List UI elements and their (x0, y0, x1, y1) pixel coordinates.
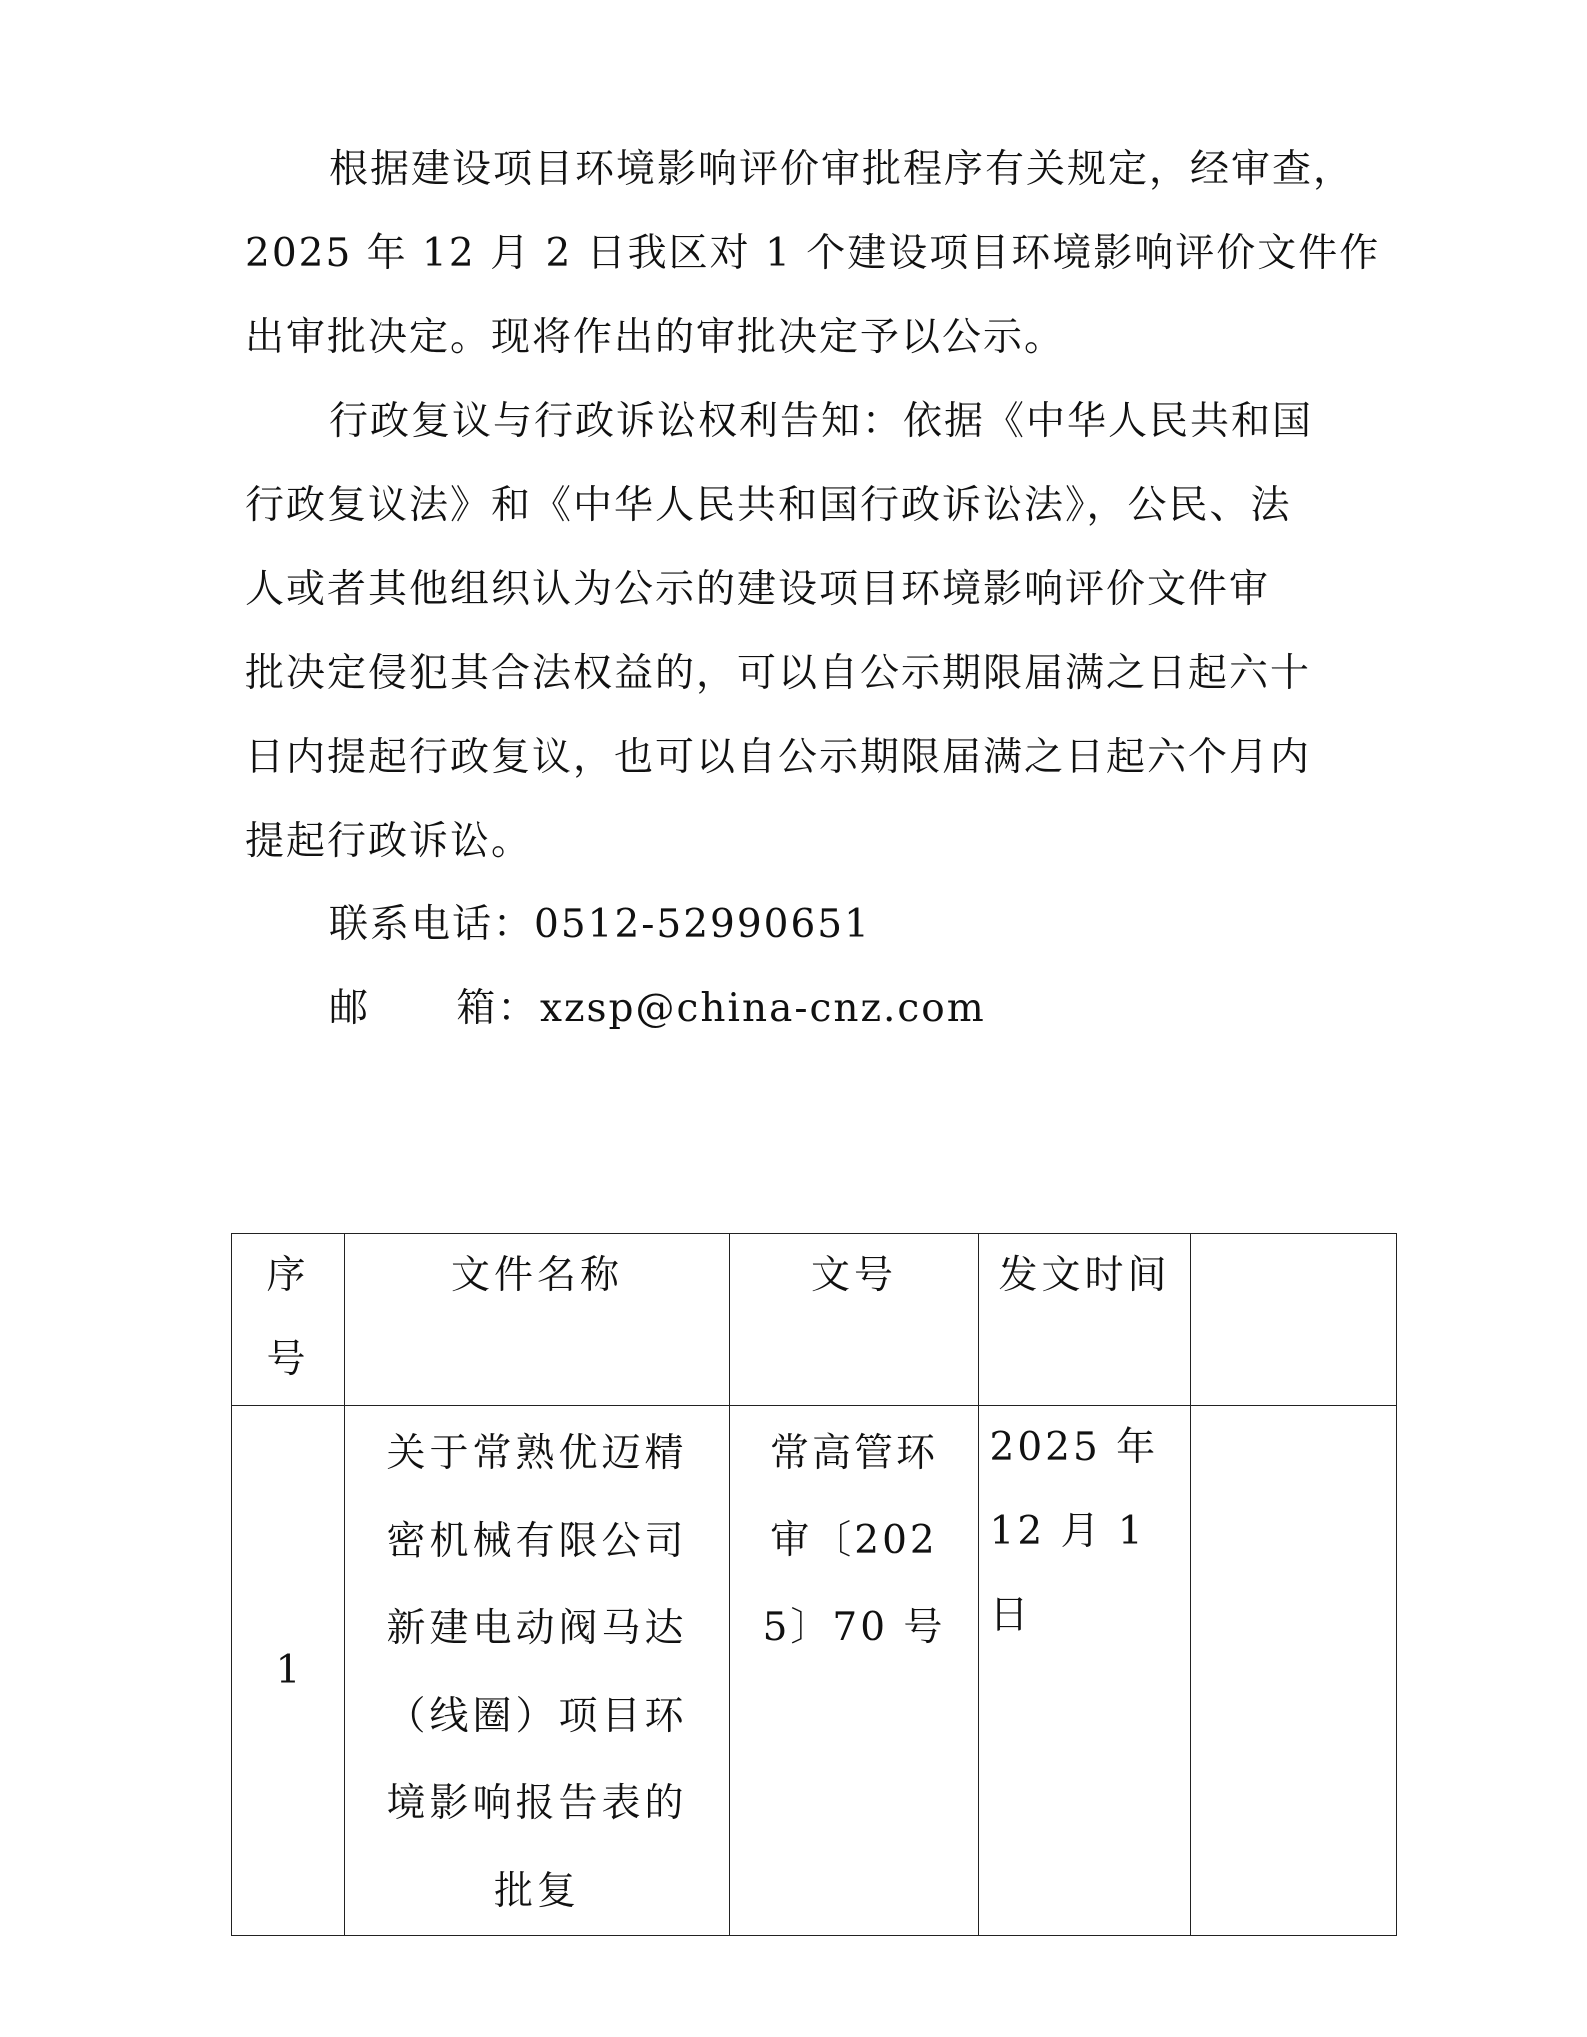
cell-seq-value: 1 (275, 1648, 301, 1693)
cell-extra (1191, 1406, 1397, 1936)
contact-phone: 联系电话：0512-52990651 (329, 902, 871, 947)
cell-date-value: 2025 年12 月 1 日 (989, 1425, 1159, 1638)
header-extra (1191, 1234, 1397, 1406)
cell-name-value: 关于常熟优迈精密机械有限公司新建电动阀马达（线圈）项目环境影响报告表的批复 (386, 1431, 688, 1914)
contact-email-label: 邮 箱： (329, 986, 539, 1031)
paragraph-line-9: 提起行政诉讼。 (245, 819, 533, 864)
header-name-label: 文件名称 (450, 1253, 623, 1298)
paragraph-line-5: 行政复议法》和《中华人民共和国行政诉讼法》，公民、法 (245, 483, 1292, 528)
paragraph-line-4: 行政复议与行政诉讼权利告知：依据《中华人民共和国 (329, 399, 1314, 444)
header-seq-label: 序号 (266, 1253, 310, 1382)
cell-date (979, 1406, 1191, 1936)
paragraph-line-3: 出审批决定。现将作出的审批决定予以公示。 (245, 315, 1066, 360)
cell-name (345, 1406, 730, 1936)
header-doc-no (730, 1234, 979, 1406)
cell-seq (232, 1406, 345, 1936)
header-date (979, 1234, 1191, 1406)
header-date-label: 发文时间 (998, 1253, 1171, 1298)
paragraph-line-8: 日内提起行政复议，也可以自公示期限届满之日起六个月内 (245, 735, 1312, 780)
paragraph-line-6: 人或者其他组织认为公示的建设项目环境影响评价文件审 (245, 567, 1271, 612)
header-name (345, 1234, 730, 1406)
header-doc-no-label: 文号 (810, 1253, 897, 1298)
cell-doc-no-value: 常高管环审〔2025〕70 号 (762, 1431, 946, 1650)
paragraph-line-7: 批决定侵犯其合法权益的，可以自公示期限届满之日起六十 (245, 651, 1312, 696)
table-header-row (232, 1234, 1397, 1406)
paragraph-line-2: 2025 年 12 月 2 日我区对 1 个建设项目环境影响评价文件作 (245, 231, 1381, 276)
header-seq (232, 1234, 345, 1406)
table-row (232, 1406, 1397, 1936)
paragraph-line-1: 根据建设项目环境影响评价审批程序有关规定，经审查， (329, 147, 1355, 192)
cell-doc-no (730, 1406, 979, 1936)
approval-table (231, 1233, 1397, 1936)
contact-email: xzsp@china-cnz.com (540, 986, 986, 1031)
